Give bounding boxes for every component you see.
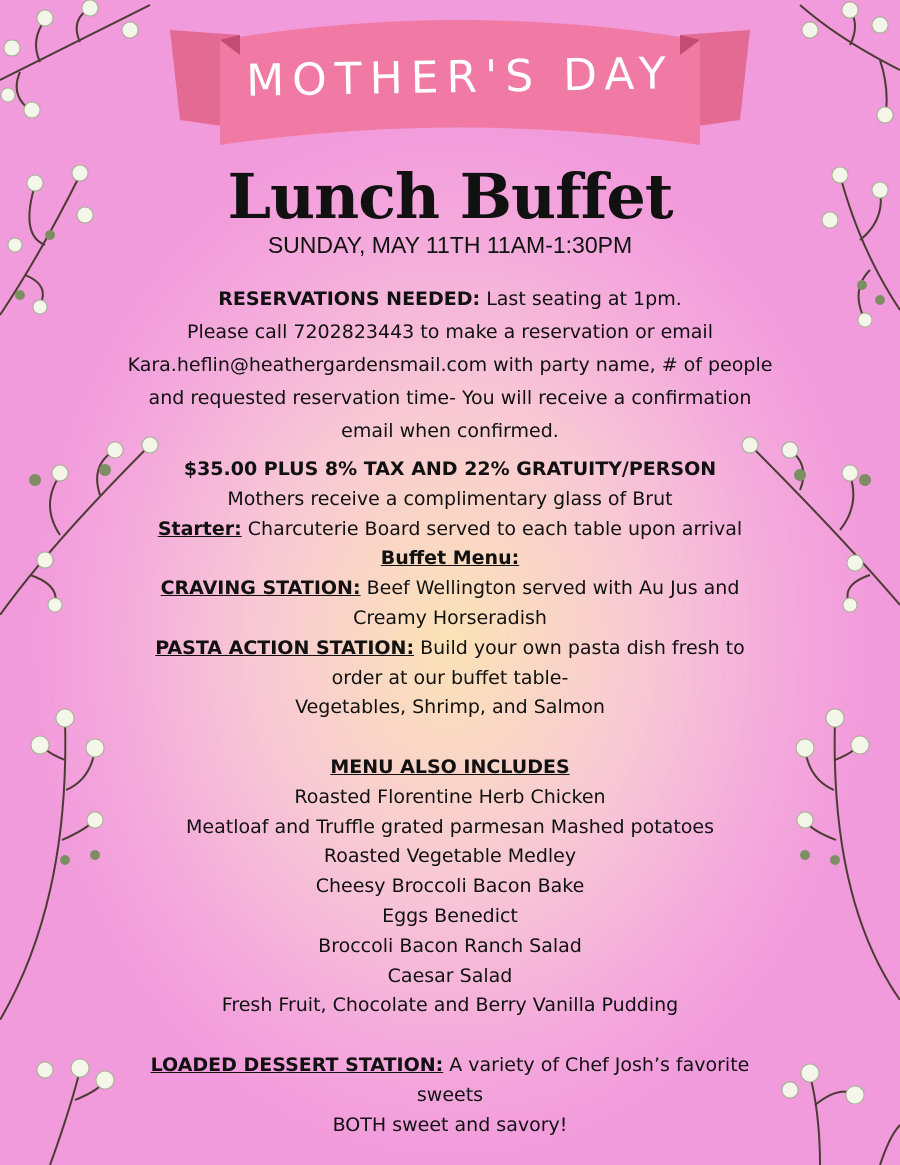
menu-item: Roasted Florentine Herb Chicken [294, 785, 606, 808]
menu-item: Meatloaf and Truffle grated parmesan Mashed potatoes [186, 815, 714, 838]
craving-station-label: CRAVING STATION: [160, 577, 361, 600]
menu-item: Caesar Salad [387, 964, 513, 987]
starter-label: Starter: [157, 517, 242, 540]
menu-item: Roasted Vegetable Medley [323, 845, 577, 868]
flower-sprig-top-left [0, 0, 160, 130]
menu-item: Eggs Benedict [382, 904, 518, 927]
banner-title: MOTHER'S DAY [245, 48, 675, 107]
reservations-line-5: email when confirmed. [341, 420, 559, 442]
pasta-station-text-3: Vegetables, Shrimp, and Salmon [295, 696, 605, 719]
craving-station-text-2: Creamy Horseradish [353, 606, 547, 629]
dessert-station-label: LOADED DESSERT STATION: [150, 1053, 444, 1076]
reservations-line-1: Last seating at 1pm. [480, 288, 682, 310]
reservations-section [40, 283, 860, 448]
reservations-heading: RESERVATIONS NEEDED: [218, 288, 481, 310]
reservations-line-3: Kara.heflin@heathergardensmail.com with party name, # of people [127, 354, 773, 376]
reservations-line-4: and requested reservation time- You will receive a confirmation [148, 387, 752, 409]
event-date-time: SUNDAY, MAY 11TH 11AM-1:30PM [267, 232, 633, 258]
buffet-menu-heading: Buffet Menu: [380, 547, 520, 570]
pasta-station-label: PASTA ACTION STATION: [155, 636, 415, 659]
page-title: Lunch Buffet [227, 160, 673, 233]
pasta-station-text-2: order at our buffet table- [331, 666, 569, 689]
dessert-station-text: A variety of Chef Josh’s favorite [443, 1053, 750, 1076]
brut-line: Mothers receive a complimentary glass of Brut [227, 487, 673, 510]
dessert-station-text-3: BOTH sweet and savory! [332, 1113, 568, 1136]
menu-item: Cheesy Broccoli Bacon Bake [315, 875, 585, 898]
pasta-station-text: Build your own pasta dish fresh to [414, 636, 745, 659]
menu-section [40, 455, 860, 1140]
reservations-line-2: Please call 7202823443 to make a reservation or email [187, 321, 713, 343]
menu-item: Broccoli Bacon Ranch Salad [318, 934, 582, 957]
menu-item: Fresh Fruit, Chocolate and Berry Vanilla Pudding [221, 994, 679, 1017]
dessert-station-text-2: sweets [416, 1083, 484, 1106]
price-line: $35.00 PLUS 8% TAX AND 22% GRATUITY/PERSON [183, 458, 717, 480]
flower-sprig-top-right [790, 0, 900, 130]
craving-station-text: Beef Wellington served with Au Jus and [360, 577, 740, 600]
menu-also-heading: MENU ALSO INCLUDES [330, 755, 570, 778]
starter-text: Charcuterie Board served to each table upon arrival [241, 517, 743, 540]
